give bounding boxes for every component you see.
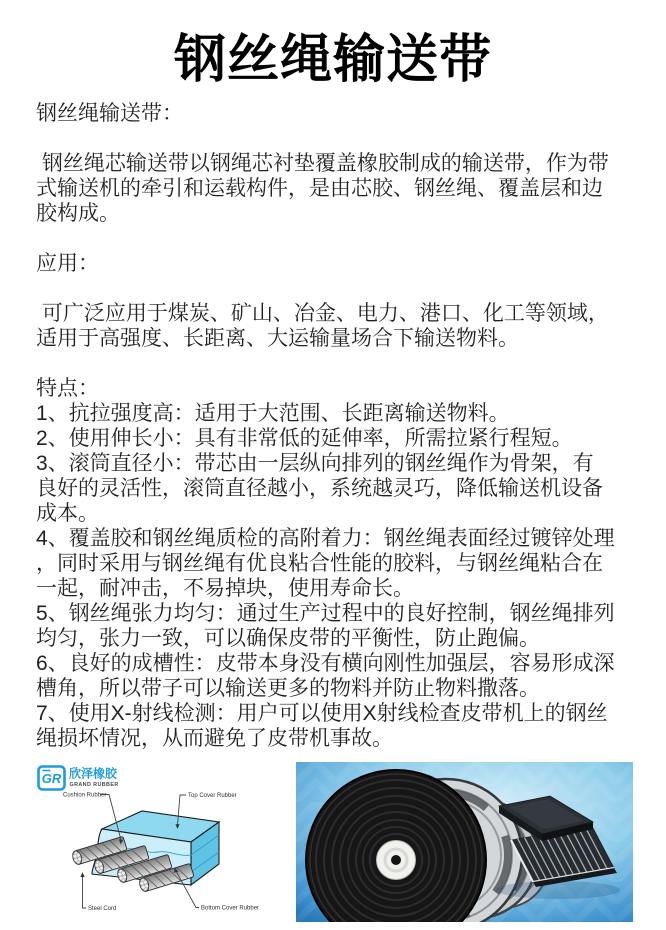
body-line: 一起，耐冲击，不易掉块，使用寿命长。	[36, 577, 414, 600]
logo-name-cn: 欣泽橡胶	[69, 766, 118, 781]
body-line: 2、使用伸长小：具有非常低的延伸率，所需拉紧行程短。	[36, 427, 573, 450]
body-line	[36, 276, 646, 301]
body-line	[36, 126, 646, 151]
top-cover-rubber-label: Top Cover Rubber	[188, 793, 237, 799]
body-line: 5、钢丝绳张力均匀：通过生产过程中的良好控制，钢丝绳排列	[36, 602, 615, 625]
body-line: 6、良好的成槽性：皮带本身没有横向刚性加强层，容易形成深	[36, 652, 615, 675]
body-line: 绳损坏情况，从而避免了皮带机事故。	[36, 727, 393, 750]
cushion-rubber-label: Cushion Rubber	[63, 792, 107, 799]
body-text	[36, 101, 646, 751]
body-line: 适用于高强度、长距离、大运输量场合下输送物料。	[36, 327, 519, 350]
body-line: 特点：	[36, 377, 99, 400]
body-line: 应用：	[36, 252, 99, 275]
body-line: 式输送机的牵引和运载构件，是由芯胶、钢丝绳、覆盖层和边	[36, 177, 603, 200]
body-line: 成本。	[36, 502, 99, 525]
steel-cord-label: Steel Cord	[88, 906, 117, 912]
body-line: ，同时采用与钢丝绳有优良粘合性能的胶料，与钢丝绳粘合在	[36, 552, 603, 575]
body-line: 7、使用X-射线检测：用户可以使用X射线检查皮带机上的钢丝	[36, 702, 608, 725]
body-line: 4、覆盖胶和钢丝绳质检的高附着力：钢丝绳表面经过镀锌处理	[36, 527, 615, 550]
body-line: 胶构成。	[36, 202, 120, 225]
sample-shadow	[496, 881, 620, 899]
steel-cord-arrow-icon	[80, 872, 84, 877]
body-line: 均匀，张力一致，可以确保皮带的平衡性，防止跑偏。	[36, 627, 540, 650]
gr-logo	[39, 766, 119, 790]
body-line: 1、抗拉强度高：适用于大范围、长距离输送物料。	[36, 402, 510, 425]
logo-monogram: GR	[41, 771, 62, 786]
roll-hub-hole	[391, 855, 401, 865]
belt-block	[71, 811, 219, 893]
body-line: 钢丝绳输送带：	[36, 102, 183, 125]
body-line: 可广泛应用于煤炭、矿山、冶金、电力、港口、化工等领域，	[36, 302, 609, 325]
conveyor-belt-photo	[296, 762, 633, 922]
steel-cord-leader-line	[83, 876, 87, 908]
body-line: 钢丝绳芯输送带以钢绳芯衬垫覆盖橡胶制成的输送带，作为带	[36, 152, 609, 175]
body-line: 槽角，所以带子可以输送更多的物料并防止物料撒落。	[36, 677, 540, 700]
logo-name-en: GRAND RUBBER	[69, 782, 119, 788]
page-title: 钢丝绳输送带	[173, 31, 492, 89]
body-line: 良好的灵活性，滚筒直径越小，系统越灵巧，降低输送机设备	[36, 477, 603, 500]
body-line: 3、滚筒直径小：带芯由一层纵向排列的钢丝绳作为骨架，有	[36, 452, 594, 475]
belt-structure-diagram	[36, 763, 292, 925]
bottom-cover-rubber-label: Bottom Cover Rubber	[201, 905, 260, 912]
body-line	[36, 351, 646, 376]
body-line	[36, 226, 646, 251]
